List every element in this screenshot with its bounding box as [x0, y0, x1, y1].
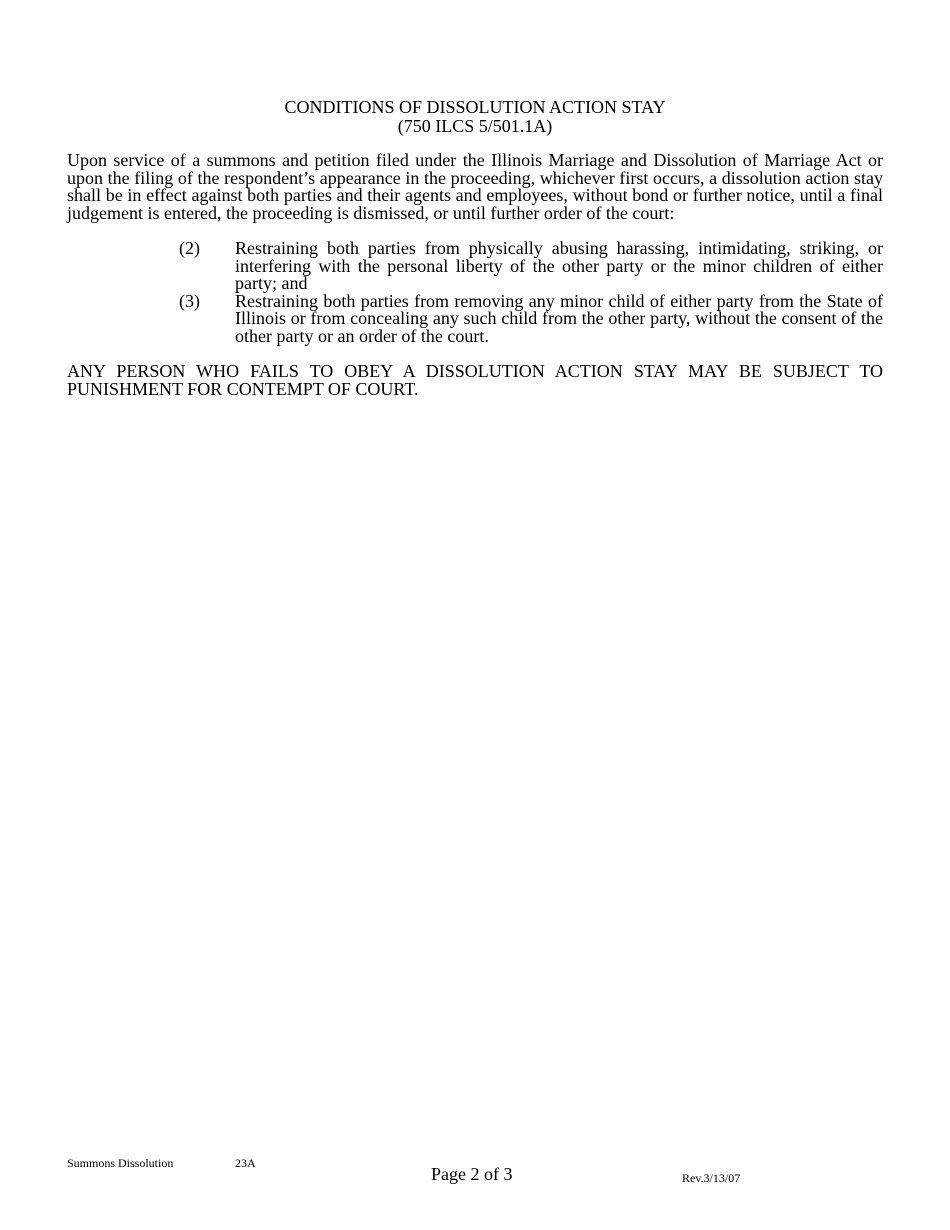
list-item — [179, 240, 883, 293]
item-number: (2) — [179, 238, 200, 258]
page-number: Page 2 of 3 — [431, 1164, 513, 1184]
footer-form-name: Summons Dissolution — [67, 1156, 174, 1170]
item-text: Restraining both parties from removing any minor child of either party from the State of Illinois or from concealing any such child from the other party, without the consent of the other party or an order of the court. — [235, 290, 883, 346]
statute-reference: (750 ILCS 5/501.1A) — [397, 116, 553, 136]
item-text: Restraining both parties from physically abusing harassing, intimidating, striking, or interfering with the personal liberty of the other party or the minor children of either party; and — [235, 238, 883, 293]
revision-date: Rev.3/13/07 — [682, 1171, 741, 1185]
item-number: (3) — [179, 290, 200, 311]
contempt-warning: ANY PERSON WHO FAILS TO OBEY A DISSOLUTION ACTION STAY MAY BE SUBJECT TO PUNISHMENT FOR CONTEMPT OF COURT. — [67, 361, 883, 399]
title-block — [0, 98, 950, 136]
conditions-list — [179, 240, 883, 345]
intro-paragraph: Upon service of a summons and petition filed under the Illinois Marriage and Dissolution of Marriage Act or upon the filing of the respondent’s appearance in the proceeding, whichever first occurs, a dissolution action stay shall be in effect against both parties and their agents and employees, without bond or further notice, until a final judgement is entered, the proceeding is dismissed, or until further order of the court: — [67, 150, 883, 223]
list-item — [179, 290, 883, 346]
footer-form-code: 23A — [235, 1156, 256, 1170]
document-title: CONDITIONS OF DISSOLUTION ACTION STAY — [284, 97, 666, 117]
